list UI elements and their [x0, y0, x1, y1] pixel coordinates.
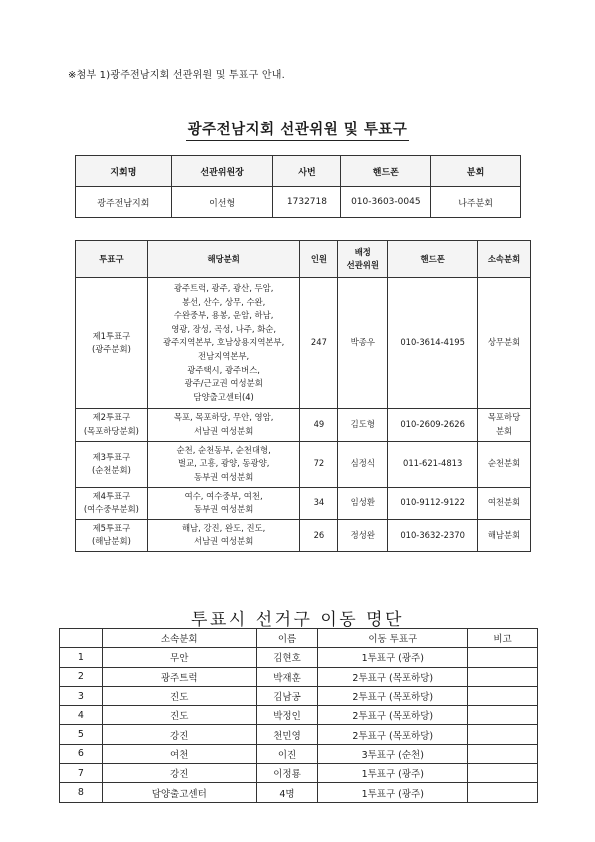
cell-transfer-district: 2투표구 (목포하당)	[318, 725, 468, 744]
cell-name: 이진	[256, 744, 318, 763]
header-index	[60, 629, 103, 648]
cell-index: 7	[60, 764, 103, 783]
table-header-row	[76, 241, 531, 278]
table-row	[60, 706, 538, 725]
cell-name: 박재훈	[256, 667, 318, 686]
cell-home-branch: 해남분회	[478, 519, 531, 551]
table-row	[60, 783, 538, 802]
header-committee-chair: 선관위원장	[171, 156, 273, 187]
cell-transfer-district: 1투표구 (광주)	[318, 764, 468, 783]
cell-branches: 해남, 강진, 완도, 진도, 서남권 여성분회	[147, 519, 300, 551]
cell-transfer-district: 1투표구 (광주)	[318, 783, 468, 802]
cell-phone: 010-3603-0045	[341, 187, 431, 218]
cell-index: 3	[60, 686, 103, 705]
table-row	[60, 648, 538, 667]
cell-branch-name: 광주전남지회	[76, 187, 172, 218]
cell-district: 제5투표구 (해남분회)	[76, 519, 148, 551]
cell-index: 4	[60, 706, 103, 725]
table-row	[60, 686, 538, 705]
cell-sub-branch: 진도	[102, 686, 256, 705]
table-row	[76, 441, 531, 487]
table-row	[60, 725, 538, 744]
cell-remarks	[468, 667, 538, 686]
voting-district-table	[75, 240, 531, 552]
cell-phone: 010-3614-4195	[388, 278, 478, 409]
cell-remarks	[468, 783, 538, 802]
cell-phone: 011-621-4813	[388, 441, 478, 487]
cell-count: 26	[300, 519, 338, 551]
cell-transfer-district: 2투표구 (목포하당)	[318, 667, 468, 686]
header-district: 투표구	[76, 241, 148, 278]
transfer-list-table	[59, 628, 538, 803]
cell-member: 김도형	[338, 409, 388, 441]
header-sub-branch: 분회	[431, 156, 521, 187]
cell-sub-branch: 광주트럭	[102, 667, 256, 686]
cell-branches: 광주트럭, 광주, 광산, 두암, 봉선, 산수, 상무, 수완, 수완중부, 용봉, 운암, 하남, 영광, 장성, 곡성, 나주, 화순, 광주지역본부, 호남상용지역본부, 전남지역본부, 광주택시, 광주버스, 광주/근교권 여성분회 담양출고센터(4)	[147, 278, 300, 409]
cell-count: 72	[300, 441, 338, 487]
table-row	[76, 409, 531, 441]
table-row	[76, 187, 521, 218]
cell-name: 천민영	[256, 725, 318, 744]
cell-committee-chair: 이선형	[171, 187, 273, 218]
cell-phone: 010-3632-2370	[388, 519, 478, 551]
table-row	[60, 764, 538, 783]
table-row	[76, 487, 531, 519]
cell-transfer-district: 1투표구 (광주)	[318, 648, 468, 667]
cell-sub-branch: 무안	[102, 648, 256, 667]
cell-sub-branch: 진도	[102, 706, 256, 725]
cell-transfer-district: 2투표구 (목포하당)	[318, 706, 468, 725]
cell-index: 8	[60, 783, 103, 802]
table-header-row	[76, 156, 521, 187]
header-home-branch: 소속분회	[478, 241, 531, 278]
table-row	[76, 278, 531, 409]
cell-transfer-district: 2투표구 (목포하당)	[318, 686, 468, 705]
cell-remarks	[468, 764, 538, 783]
table-row	[60, 667, 538, 686]
cell-member: 정성완	[338, 519, 388, 551]
cell-employee-no: 1732718	[273, 187, 341, 218]
cell-index: 6	[60, 744, 103, 763]
cell-name: 김현호	[256, 648, 318, 667]
table-header-row	[60, 629, 538, 648]
cell-name: 4명	[256, 783, 318, 802]
cell-member: 심정식	[338, 441, 388, 487]
cell-count: 49	[300, 409, 338, 441]
cell-sub-branch: 강진	[102, 725, 256, 744]
committee-chair-table	[75, 155, 521, 218]
cell-branches: 순천, 순천동부, 순천대형, 벌교, 고흥, 광양, 동광양, 동부권 여성분회	[147, 441, 300, 487]
cell-member: 박종우	[338, 278, 388, 409]
cell-remarks	[468, 648, 538, 667]
cell-branches: 여수, 여수중부, 여천, 동부권 여성분회	[147, 487, 300, 519]
header-phone: 핸드폰	[388, 241, 478, 278]
cell-index: 5	[60, 725, 103, 744]
header-employee-no: 사번	[273, 156, 341, 187]
cell-index: 2	[60, 667, 103, 686]
cell-remarks	[468, 725, 538, 744]
cell-branches: 목포, 목포하당, 무안, 영암, 서남권 여성분회	[147, 409, 300, 441]
cell-phone: 010-9112-9122	[388, 487, 478, 519]
cell-sub-branch: 강진	[102, 764, 256, 783]
election-committee-title	[0, 118, 595, 139]
header-assigned-member: 배정 선관위원	[338, 241, 388, 278]
cell-home-branch: 목포하당 분회	[478, 409, 531, 441]
cell-name: 김남공	[256, 686, 318, 705]
cell-district: 제2투표구 (목포하당분회)	[76, 409, 148, 441]
district-transfer-title: 투표시 선거구 이동 명단	[191, 610, 404, 630]
cell-district: 제3투표구 (순천분회)	[76, 441, 148, 487]
cell-sub-branch: 담양출고센터	[102, 783, 256, 802]
election-committee-title-text: 광주전남지회 선관위원 및 투표구	[186, 122, 410, 141]
cell-sub-branch: 나주분회	[431, 187, 521, 218]
cell-remarks	[468, 706, 538, 725]
attachment-note: ※첨부 1)광주전남지회 선관위원 및 투표구 안내.	[68, 70, 285, 81]
cell-transfer-district: 3투표구 (순천)	[318, 744, 468, 763]
header-count: 인원	[300, 241, 338, 278]
header-transfer-district: 이동 투표구	[318, 629, 468, 648]
header-branches: 해당분회	[147, 241, 300, 278]
cell-sub-branch: 여천	[102, 744, 256, 763]
table-row	[76, 519, 531, 551]
cell-member: 임성환	[338, 487, 388, 519]
table-row	[60, 744, 538, 763]
header-sub-branch: 소속분회	[102, 629, 256, 648]
header-remarks: 비고	[468, 629, 538, 648]
cell-home-branch: 상무분회	[478, 278, 531, 409]
cell-district: 제4투표구 (여수중부분회)	[76, 487, 148, 519]
header-branch-name: 지회명	[76, 156, 172, 187]
cell-phone: 010-2609-2626	[388, 409, 478, 441]
header-name: 이름	[256, 629, 318, 648]
header-phone: 핸드폰	[341, 156, 431, 187]
cell-remarks	[468, 744, 538, 763]
cell-count: 34	[300, 487, 338, 519]
cell-home-branch: 순천분회	[478, 441, 531, 487]
cell-remarks	[468, 686, 538, 705]
cell-index: 1	[60, 648, 103, 667]
cell-home-branch: 여천분회	[478, 487, 531, 519]
cell-district: 제1투표구 (광주분회)	[76, 278, 148, 409]
cell-count: 247	[300, 278, 338, 409]
cell-name: 이정룡	[256, 764, 318, 783]
cell-name: 박정인	[256, 706, 318, 725]
